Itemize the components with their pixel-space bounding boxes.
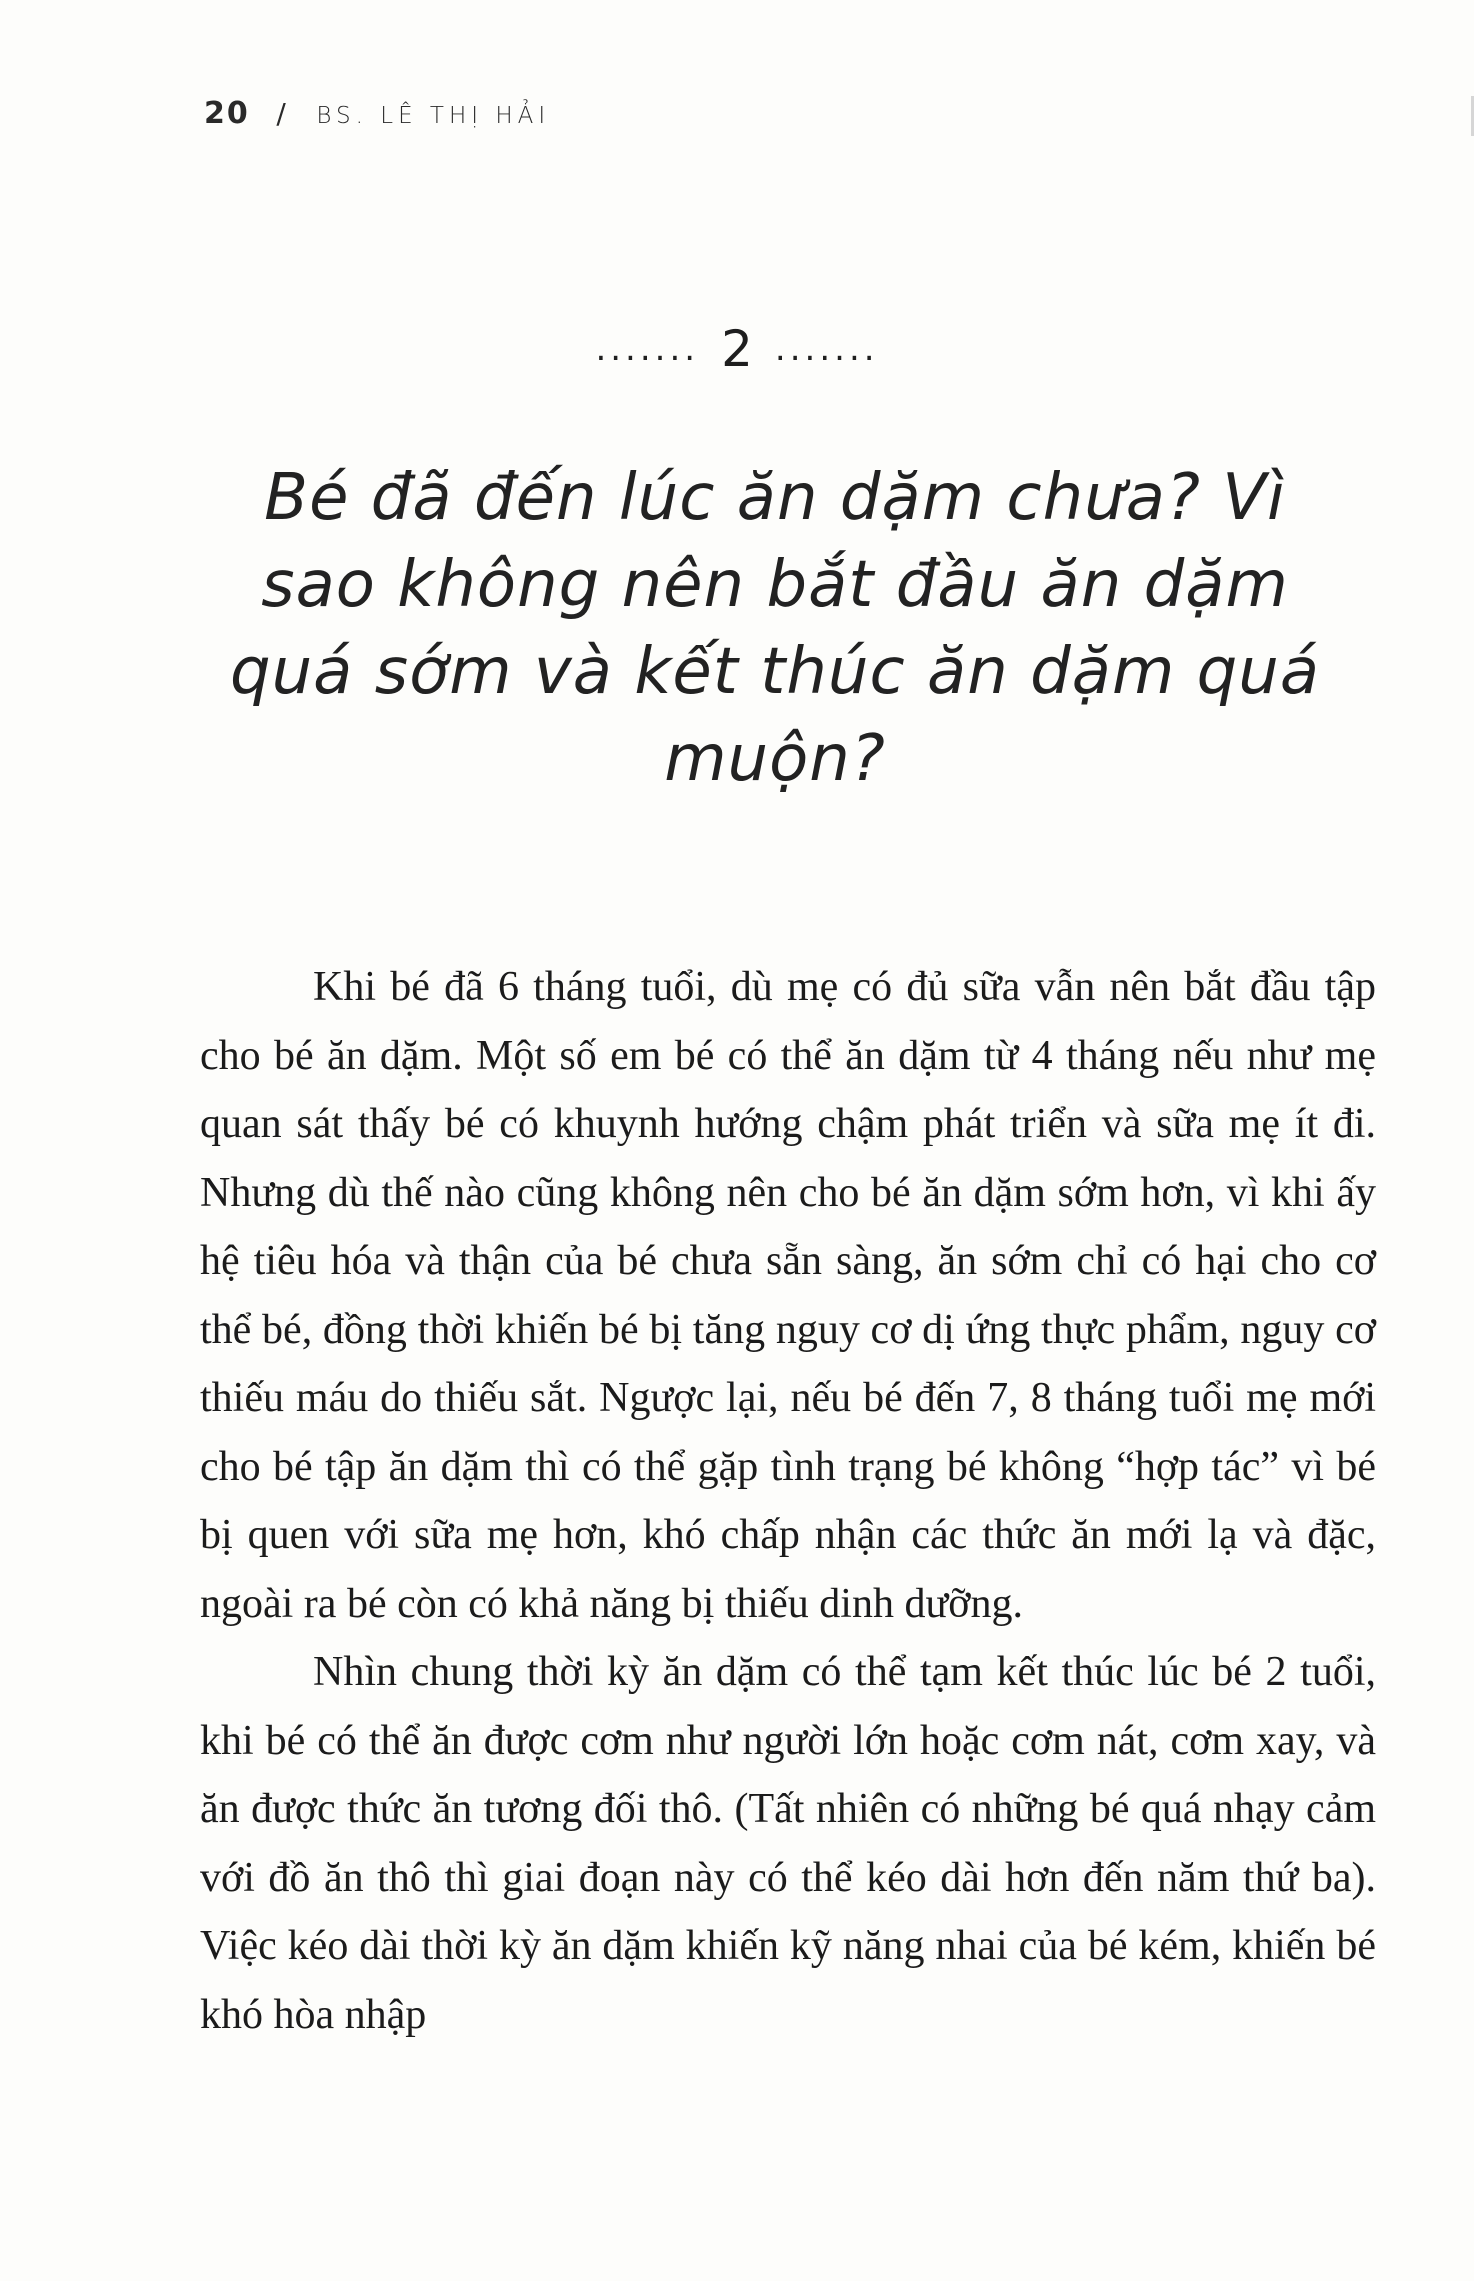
- paragraph: Nhìn chung thời kỳ ăn dặm có thể tạm kết thúc lúc bé 2 tuổi, khi bé có thể ăn được cơm như người lớn hoặc cơm nát, cơm xay, và ăn được thức ăn tương đối thô. (Tất nhiên có những bé quá nhạy cảm với đồ ăn thô thì giai đoạn này có thể kéo dài hơn đến năm thứ ba). Việc kéo dài thời kỳ ăn dặm khiến kỹ năng nhai của bé kém, khiến bé khó hòa nhập: [200, 1649, 1376, 2038]
- chapter-dots-left: .......: [595, 329, 700, 369]
- page-edge-mark: [1465, 96, 1474, 136]
- chapter-number-line: [0, 320, 1474, 378]
- header-author: BS. LÊ THỊ HẢI: [316, 103, 551, 129]
- chapter-title: Bé đã đến lúc ăn dặm chưa? Vì sao không nên bắt đầu ăn dặm quá sớm và kết thúc ăn dặm quá muộn?: [229, 461, 1321, 796]
- chapter-number: 2: [721, 320, 753, 378]
- chapter-dots-right: .......: [774, 329, 879, 369]
- header-separator: /: [276, 97, 290, 130]
- body-text: [200, 953, 1376, 2049]
- paragraph: Khi bé đã 6 tháng tuổi, dù mẹ có đủ sữa vẫn nên bắt đầu tập cho bé ăn dặm. Một số em bé có thể ăn dặm từ 4 tháng nếu như mẹ quan sát thấy bé có khuynh hướng chậm phát triển và sữa mẹ ít đi. Nhưng dù thế nào cũng không nên cho bé ăn dặm sớm hơn, vì khi ấy hệ tiêu hóa và thận của bé chưa sẵn sàng, ăn sớm chỉ có hại cho cơ thể bé, đồng thời khiến bé bị tăng nguy cơ dị ứng thực phẩm, nguy cơ thiếu máu do thiếu sắt. Ngược lại, nếu bé đến 7, 8 tháng tuổi mẹ mới cho bé tập ăn dặm thì có thể gặp tình trạng bé không “hợp tác” vì bé bị quen với sữa mẹ hơn, khó chấp nhận các thức ăn mới lạ và đặc, ngoài ra bé còn có khả năng bị thiếu dinh dưỡng.: [200, 964, 1376, 1627]
- page-number: 20: [204, 96, 250, 131]
- running-header: [204, 96, 550, 131]
